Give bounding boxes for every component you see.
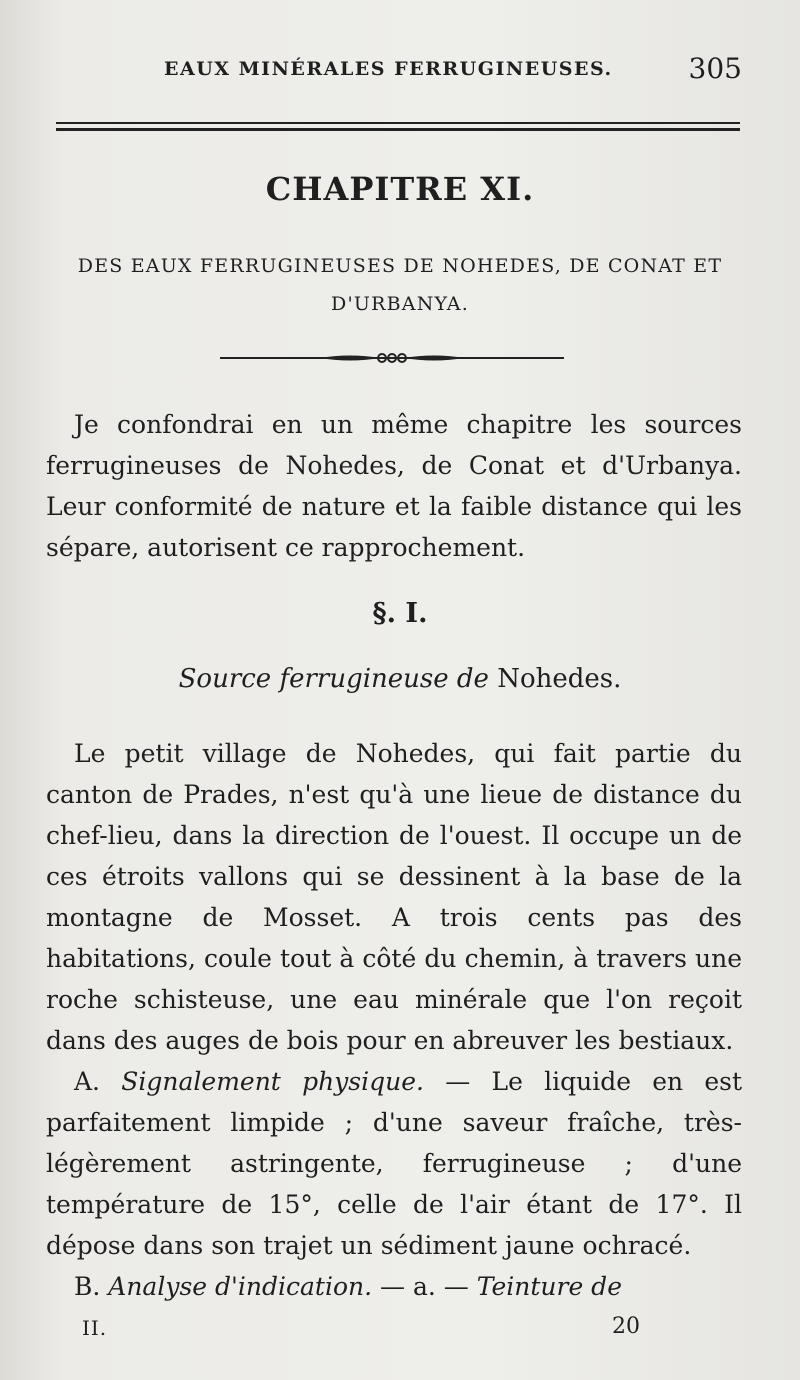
sheet-number: 20: [612, 1314, 640, 1339]
intro-text: Je confondrai en un même chapitre les sources ferrugineuses de Nohedes, de Conat et d'Urbanya. Leur conformité de nature et la faible distance qui les sépare, autorisent ce rapprochement.: [46, 410, 742, 562]
section-number: §. I.: [372, 598, 428, 629]
signalement-text: — Le liquide en est parfaitement limpide ; d'une saveur fraîche, très-légèrement astringente, ferrugineuse ; d'une température de 15°, celle de l'air étant de 17°. Il dépose dans son trajet un sédiment jaune ochracé.: [46, 1067, 743, 1260]
running-head: [46, 52, 742, 88]
section-title-italic: Source ferrugineuse de: [178, 664, 489, 694]
ornament-divider: [220, 348, 564, 368]
intro-paragraph: [46, 404, 742, 568]
signalement-title: Signalement physique.: [121, 1067, 424, 1096]
label-a: A.: [74, 1067, 101, 1096]
analyse-paragraph: [46, 1266, 742, 1307]
label-b: B.: [74, 1272, 101, 1301]
analyse-dash: — a. —: [380, 1272, 469, 1301]
section-title: [0, 664, 800, 694]
chapter-heading: CHAPITRE XI.: [265, 170, 535, 208]
main-text: [46, 733, 742, 1307]
header-rule-thick: [56, 128, 740, 131]
signalement-paragraph: [46, 1061, 742, 1266]
page-number: 305: [688, 52, 742, 85]
chapter-subtitle: DES EAUX FERRUGINEUSES DE NOHEDES, DE CONAT ET D'URBANYA.: [77, 255, 723, 315]
section-title-place: Nohedes.: [497, 664, 622, 694]
analyse-end: Teinture de: [476, 1272, 622, 1301]
running-title: EAUX MINÉRALES FERRUGINEUSES.: [164, 58, 613, 80]
village-paragraph: Le petit village de Nohedes, qui fait partie du canton de Prades, n'est qu'à une lieue de distance du chef-lieu, dans la direction de l'ouest. Il occupe un de ces étroits vallons qui se dessinent à la base de la montagne de Mosset. A trois cents pas des habitations, coule tout à côté du chemin, à travers une roche schisteuse, une eau minérale que l'on reçoit dans des auges de bois pour en abreuver les bestiaux.: [46, 739, 742, 1055]
signature-mark: II.: [82, 1316, 108, 1340]
analyse-title: Analyse d'indication.: [108, 1272, 373, 1301]
header-rule-thin: [56, 122, 740, 124]
